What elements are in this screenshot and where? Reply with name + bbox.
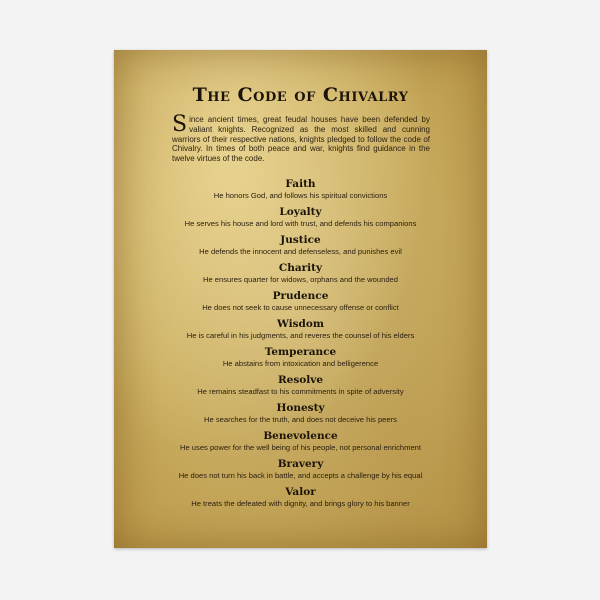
virtue-item <box>114 430 487 458</box>
virtue-description: He ensures quarter for widows, orphans and the wounded <box>202 275 399 284</box>
virtue-description: He is careful in his judgments, and reveres the counsel of his elders <box>186 331 415 340</box>
intro-dropcap: S <box>172 112 188 137</box>
virtue-description: He searches for the truth, and does not deceive his peers <box>204 415 397 424</box>
virtue-name: Faith <box>285 178 316 190</box>
virtue-description: He does not seek to cause unnecessary offense or conflict <box>202 303 399 312</box>
virtue-name: Valor <box>285 486 316 498</box>
virtue-description: He uses power for the well being of his people, not personal enrichment <box>179 443 422 452</box>
virtue-item <box>114 318 487 346</box>
virtue-description: He serves his house and lord with trust, and defends his companions <box>184 219 417 228</box>
virtue-description: He defends the innocent and defenseless, and punishes evil <box>199 247 402 256</box>
virtue-description: He honors God, and follows his spiritual convictions <box>213 191 388 200</box>
intro-paragraph <box>172 112 430 164</box>
virtue-name: Temperance <box>264 346 337 358</box>
virtue-name: Benevolence <box>263 430 338 442</box>
virtue-description: He does not turn his back in battle, and accepts a challenge by his equal <box>178 471 423 480</box>
virtue-name: Charity <box>278 262 323 274</box>
virtue-item <box>114 374 487 402</box>
virtue-name: Wisdom <box>277 318 324 330</box>
virtue-description: He abstains from intoxication and belligerence <box>222 359 379 368</box>
virtue-item <box>114 402 487 430</box>
virtue-list <box>114 178 487 514</box>
virtue-description: He treats the defeated with dignity, and brings glory to his banner <box>191 499 410 508</box>
virtue-item <box>114 178 487 206</box>
virtue-item <box>114 290 487 318</box>
virtue-name: Resolve <box>277 374 324 386</box>
virtue-item <box>114 458 487 486</box>
virtue-name: Prudence <box>272 290 329 302</box>
page-title: The Code of Chivalry <box>192 84 409 106</box>
intro-text: ince ancient times, great feudal houses have been defended by valiant knights. Recognized as the most skilled and cunning warriors of their respective nations, knights pledged to follow the code of Chivalry. In times of both peace and war, knights find guidance in the twelve virtues of the code. <box>172 115 430 164</box>
virtue-description: He remains steadfast to his commitments in spite of adversity <box>197 387 404 396</box>
virtue-name: Loyalty <box>279 206 322 218</box>
virtue-name: Honesty <box>276 402 325 414</box>
virtue-name: Justice <box>280 234 321 246</box>
virtue-item <box>114 206 487 234</box>
virtue-name: Bravery <box>277 458 324 470</box>
virtue-item <box>114 262 487 290</box>
virtue-item <box>114 486 487 514</box>
virtue-item <box>114 346 487 374</box>
parchment-print <box>114 50 487 548</box>
virtue-item <box>114 234 487 262</box>
